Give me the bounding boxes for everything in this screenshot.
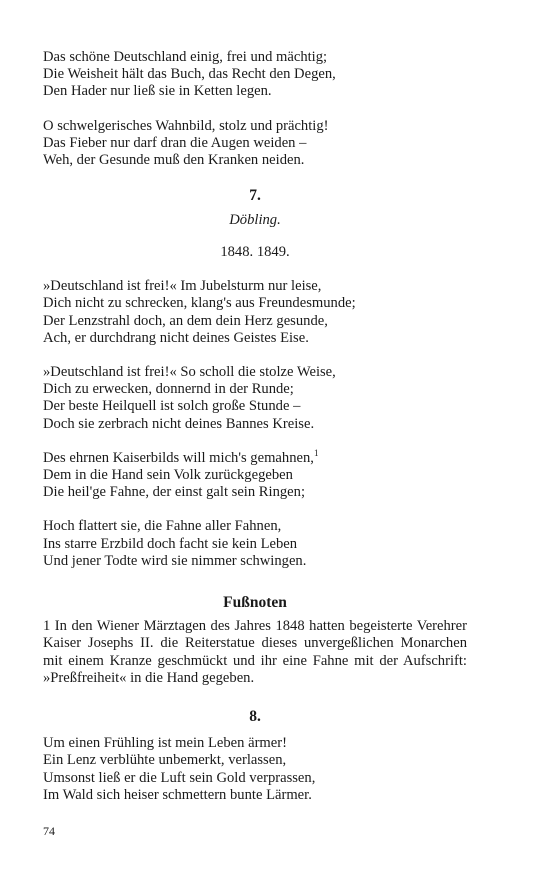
- verse-line: Doch sie zerbrach nicht deines Bannes Kreise.: [43, 415, 315, 432]
- verse-line: »Deutschland ist frei!« So scholl die stolze Weise,: [43, 364, 336, 381]
- poem-number-7: 7.: [249, 187, 261, 205]
- verse-line: Dem in die Hand sein Volk zurückgegeben: [43, 467, 293, 484]
- verse-line-text: Des ehrnen Kaiserbilds will mich's gemahnen,: [43, 449, 314, 466]
- verse-line: Die Weisheit hält das Buch, das Recht den Degen,: [43, 66, 336, 83]
- verse-line: Im Wald sich heiser schmettern bunte Lärmer.: [43, 786, 312, 803]
- verse-line: Ins starre Erzbild doch facht sie kein Leben: [43, 535, 298, 552]
- verse-line: Der Lenzstrahl doch, an dem dein Herz gesunde,: [43, 312, 328, 329]
- verse-line: Ach, er durchdrang nicht deines Geistes Eise.: [43, 329, 309, 346]
- verse-line: Das schöne Deutschland einig, frei und mächtig;: [43, 49, 328, 65]
- verse-line: Dich zu erwecken, donnernd in der Runde;: [43, 381, 294, 398]
- verse-line: Das Fieber nur darf dran die Augen weiden –: [43, 134, 307, 151]
- verse-line: Hoch flattert sie, die Fahne aller Fahnen,: [43, 518, 282, 535]
- footnotes-heading: Fußnoten: [223, 594, 287, 612]
- footnote-text: 1 In den Wiener Märztagen des Jahres 1848 hatten begeisterte Verehrer Kaiser Josephs II. die Reiterstatue dieses unvergeßlichen Monarchen mit einem Kranze geschmückt und ihr eine Fahne mit der Aufschrift: »Preßfreiheit« in die Hand gegeben.: [43, 618, 467, 686]
- footnote-reference[interactable]: 1: [313, 447, 319, 458]
- verse-line: »Deutschland ist frei!« Im Jubelsturm nur leise,: [43, 278, 322, 295]
- page-number: 74: [43, 824, 55, 838]
- poem7-stanza-4: [43, 518, 467, 570]
- verse-line: Dich nicht zu schrecken, klang's aus Freundesmunde;: [43, 295, 356, 312]
- poem8-stanza-1: [43, 735, 467, 804]
- poem7-stanza-1: [43, 278, 467, 347]
- verse-line: Die heil'ge Fahne, der einst galt sein Ringen;: [43, 484, 306, 501]
- verse-line: [43, 447, 467, 467]
- stanza-continued-1: [43, 49, 467, 101]
- verse-line: Der beste Heilquell ist solch große Stunde –: [43, 398, 301, 415]
- verse-line: Und jener Todte wird sie nimmer schwingen.: [43, 552, 307, 569]
- verse-line: Den Hader nur ließ sie in Ketten legen.: [43, 83, 272, 100]
- verse-line: Umsonst ließ er die Luft sein Gold verprassen,: [43, 769, 316, 786]
- poem7-stanza-3: [43, 447, 467, 502]
- poem7-stanza-2: [43, 364, 467, 433]
- poem-number-8: 8.: [249, 708, 261, 726]
- verse-line: Um einen Frühling ist mein Leben ärmer!: [43, 735, 287, 752]
- verse-line: Ein Lenz verblühte unbemerkt, verlassen,: [43, 752, 287, 769]
- stanza-continued-2: [43, 118, 467, 170]
- verse-line: O schwelgerisches Wahnbild, stolz und prächtig!: [43, 117, 329, 134]
- verse-line: Weh, der Gesunde muß den Kranken neiden.: [43, 152, 305, 169]
- poem-date: 1848. 1849.: [220, 244, 290, 261]
- poem-place: Döbling.: [229, 212, 281, 229]
- page-content: [43, 49, 467, 804]
